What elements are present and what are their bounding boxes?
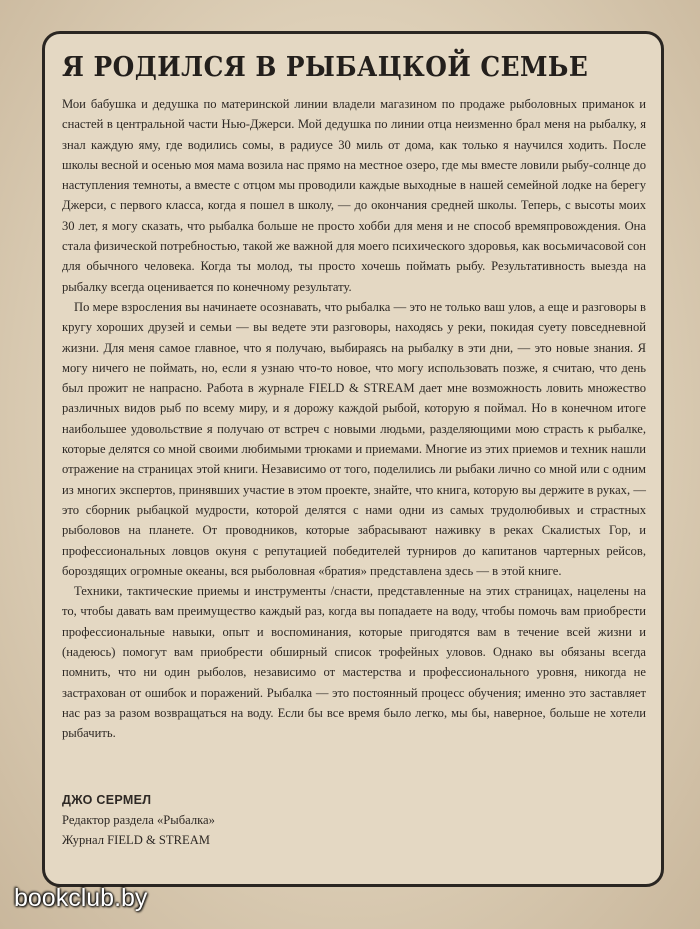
paragraph-2: По мере взросления вы начинаете осознавать, что рыбалка — это не только ваш улов, а еще и разговоры в кругу хороших друзей и семьи — вы ведете эти разговоры, находясь у реки, покидая суету повседневной жизни. Для меня самое главное, что я получаю, выбираясь на рыбалку в эти дни, — это новые знания. Я могу ничего не поймать, но, если я узнаю что-то новое, что могу использовать позже, я считаю, что день был прожит не напрасно. Работа в журнале FIELD & STREAM дает мне возможность ловить множество различных видов рыб по всему миру, и я дорожу каждой рыбой, которую я поймал. Но в конечном итоге наибольшее удовольствие я получаю от встреч с новыми людьми, разделяющими мою страсть к рыбалке, которые делятся со мной своими любимыми трюками и приемами. Многие из этих приемов и техник нашли отражение на страницах этой книги. Независимо от того, поделились ли рыбаки лично со мной или с одним из многих экспертов, принявших участие в этом проекте, знайте, что книга, которую вы держите в руках, — это сборник рыбацкой мудрости, которой делятся с нами одни из самых трудолюбивых и страстных рыболовов на планете. От проводников, которые забрасывают наживку в реках Скалистых Гор, и профессиональных ловцов окуня с репутацией победителей турниров до капитанов чартерных рейсов, бороздящих огромные океаны, вся рыболовная «братия» представлена здесь — в этой книге. (62, 299, 646, 578)
author-name: ДЖО СЕРМЕЛ (62, 793, 152, 807)
paragraph-1: Мои бабушка и дедушка по материнской линии владели магазином по продаже рыболовных приманок и снастей в центральной части Нью-Джерси. Мой дедушка по линии отца неизменно брал меня на рыбалку, я знал каждую яму, где водились сомы, в радиусе 30 миль от дома, как только я научился ходить. После школы весной и осенью моя мама возила нас прямо на местное озеро, где мы вместе ловили рыбу-солнце до наступления темноты, а вместе с отцом мы проводили каждые выходные в нашей семейной лодке на берегу Джерси, с первого класса, когда я пошел в школу, — до окончания средней школы. Теперь, с высоты моих 30 лет, я могу сказать, что рыбалка больше не просто хобби для меня и не способ времяпровождения. Она стала физической потребностью, такой же важной для моего психического здоровья, как восьмичасовой сон для обычного человека. Когда ты молод, ты просто хочешь поймать рыбу. Результативность выезда на рыбалку всегда оценивается по конечному результату. (62, 97, 646, 294)
author-publication: Журнал FIELD & STREAM (62, 833, 210, 847)
paragraph-3: Техники, тактические приемы и инструменты /снасти, представленные на этих страницах, нацелены на то, чтобы давать вам преимущество каждый раз, когда вы попадаете на воду, чтобы помочь вам приобрести профессиональные навыки, опыт и воспоминания, которые пригодятся вам в течение всей жизни и (надеюсь) помогут вам приобрести обширный список трофейных уловов. Однако вы обязаны всегда помнить, что ни один рыболов, независимо от мастерства и профессионального уровня, никогда не застрахован от ошибок и поражений. Рыбалка — это постоянный процесс обучения; именно это заставляет нас раз за разом возвращаться на воду. Если бы все время было легко, мы бы, наверное, больше не хотели рыбачить. (62, 584, 646, 741)
body-text (62, 94, 646, 744)
page-title: Я РОДИЛСЯ В РЫБАЦКОЙ СЕМЬЕ (62, 52, 589, 83)
signature-block (62, 790, 462, 850)
site-watermark: bookclub.by (14, 884, 148, 912)
author-role: Редактор раздела «Рыбалка» (62, 813, 215, 827)
